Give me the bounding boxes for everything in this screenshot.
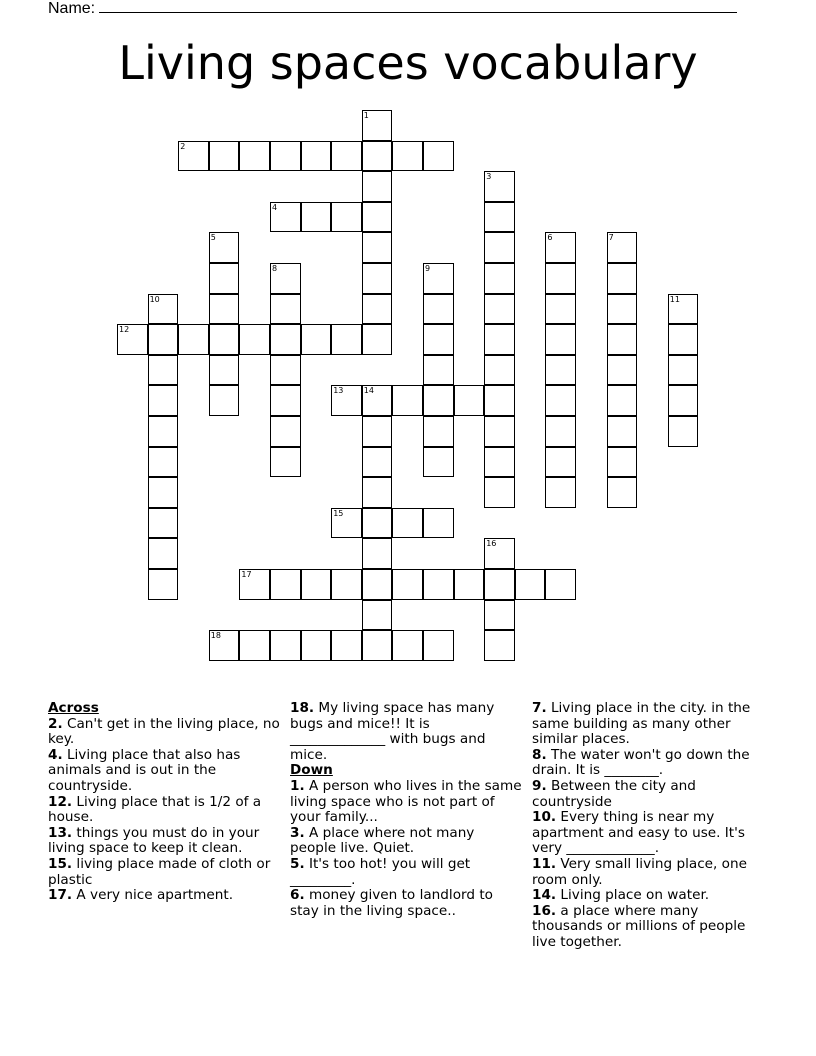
clue-down-9: [532, 779, 764, 810]
grid-cell[interactable]: [607, 294, 638, 325]
grid-cell[interactable]: [270, 447, 301, 478]
grid-cell[interactable]: [209, 263, 240, 294]
clue-text: It's too hot! you will get _________.: [290, 855, 471, 888]
cell-number: 18: [210, 631, 221, 641]
clue-text: Living place that is 1/2 of a house.: [48, 793, 262, 826]
grid-cell[interactable]: [239, 141, 270, 172]
clue-number: 15.: [48, 855, 73, 872]
grid-cell[interactable]: [270, 355, 301, 386]
clue-number: 7.: [532, 700, 547, 716]
grid-cell[interactable]: [270, 630, 301, 661]
clue-number: 11.: [532, 855, 557, 872]
grid-cell[interactable]: [239, 324, 270, 355]
clue-down-1: [290, 779, 522, 826]
grid-cell[interactable]: [209, 385, 240, 416]
clue-across-15: [48, 857, 280, 888]
clue-text: money given to landlord to stay in the living space..: [290, 887, 493, 919]
grid-cell[interactable]: [607, 447, 638, 478]
grid-cell[interactable]: [239, 569, 270, 600]
clue-text: The water won't go down the drain. It is ________.: [532, 746, 750, 779]
grid-cell[interactable]: [545, 569, 576, 600]
grid-cell[interactable]: [362, 110, 393, 141]
clue-number: 1.: [290, 777, 305, 794]
clue-text: Can't get in the living place, no key.: [48, 715, 280, 748]
clue-number: 12.: [48, 793, 73, 810]
clue-text: Living place in the city. in the same building as many other similar places.: [532, 700, 751, 748]
grid-cell[interactable]: [270, 294, 301, 325]
grid-cell[interactable]: [484, 263, 515, 294]
grid-cell[interactable]: [209, 355, 240, 386]
grid-cell[interactable]: [484, 569, 515, 600]
grid-cell[interactable]: [362, 630, 393, 661]
clue-down-10: [532, 810, 764, 857]
across-heading: Across: [48, 700, 99, 716]
grid-cell[interactable]: [668, 294, 699, 325]
cell-number: 13: [333, 386, 344, 396]
grid-cell[interactable]: [484, 600, 515, 631]
clue-text: A place where not many people live. Quiet.: [290, 824, 475, 857]
cell-number: 11: [669, 294, 680, 304]
grid-cell[interactable]: [668, 416, 699, 447]
grid-cell[interactable]: [484, 294, 515, 325]
grid-cell[interactable]: [668, 355, 699, 386]
grid-cell[interactable]: [423, 324, 454, 355]
grid-cell[interactable]: [331, 202, 362, 233]
grid-cell[interactable]: [209, 294, 240, 325]
cell-number: 2: [180, 141, 186, 151]
clue-text: Every thing is near my apartment and easy to use. It's very _____________.: [532, 809, 745, 857]
page-title: Living spaces vocabulary: [118, 36, 698, 90]
clue-number: 4.: [48, 746, 63, 763]
grid-cell[interactable]: [668, 324, 699, 355]
grid-cell[interactable]: [484, 355, 515, 386]
grid-cell[interactable]: [545, 416, 576, 447]
grid-cell[interactable]: [362, 477, 393, 508]
grid-cell[interactable]: [362, 141, 393, 172]
cell-number: 16: [486, 539, 497, 549]
cell-number: 8: [272, 264, 278, 273]
grid-cell[interactable]: [362, 538, 393, 569]
grid-cell[interactable]: [362, 416, 393, 447]
grid-cell[interactable]: [423, 508, 454, 539]
clue-across-12: [48, 795, 280, 826]
clue-down-5: [290, 857, 522, 888]
cell-number: 9: [425, 264, 431, 273]
grid-cell[interactable]: [668, 385, 699, 416]
grid-cell[interactable]: [148, 294, 179, 325]
grid-cell[interactable]: [270, 141, 301, 172]
grid-cell[interactable]: [454, 385, 485, 416]
grid-cell[interactable]: [545, 385, 576, 416]
clue-text: A very nice apartment.: [76, 887, 234, 904]
grid-cell[interactable]: [484, 630, 515, 661]
grid-cell[interactable]: [362, 294, 393, 325]
grid-cell[interactable]: [545, 477, 576, 508]
grid-cell[interactable]: [301, 141, 332, 172]
grid-cell[interactable]: [331, 385, 362, 416]
cell-number: 10: [149, 294, 160, 304]
clue-down-16: [532, 904, 764, 951]
grid-cell[interactable]: [117, 324, 148, 355]
grid-cell[interactable]: [178, 324, 209, 355]
cell-number: 7: [608, 233, 614, 243]
grid-cell[interactable]: [454, 569, 485, 600]
grid-cell[interactable]: [270, 324, 301, 355]
clue-down-3: [290, 826, 522, 857]
grid-cell[interactable]: [148, 447, 179, 478]
grid-cell[interactable]: [392, 385, 423, 416]
grid-cell[interactable]: [331, 508, 362, 539]
grid-cell[interactable]: [362, 385, 393, 416]
clue-column-1: [48, 701, 280, 904]
grid-cell[interactable]: [148, 324, 179, 355]
grid-cell[interactable]: [484, 447, 515, 478]
grid-cell[interactable]: [545, 324, 576, 355]
clue-across-13: [48, 826, 280, 857]
down-heading: Down: [290, 762, 333, 779]
grid-cell[interactable]: [148, 538, 179, 569]
grid-cell[interactable]: [148, 355, 179, 386]
grid-cell[interactable]: [545, 263, 576, 294]
grid-cell[interactable]: [392, 508, 423, 539]
grid-cell[interactable]: [148, 508, 179, 539]
grid-cell[interactable]: [484, 171, 515, 202]
grid-cell[interactable]: [545, 232, 576, 263]
clue-text: things you must do in your living space to keep it clean.: [48, 824, 260, 857]
grid-cell[interactable]: [148, 385, 179, 416]
grid-cell[interactable]: [607, 263, 638, 294]
grid-cell[interactable]: [148, 569, 179, 600]
grid-cell[interactable]: [209, 232, 240, 263]
clue-down-8: [532, 748, 764, 779]
clue-across-17: [48, 888, 280, 904]
grid-cell[interactable]: [484, 538, 515, 569]
clue-across-4: [48, 748, 280, 795]
grid-cell[interactable]: [270, 569, 301, 600]
grid-cell[interactable]: [362, 232, 393, 263]
grid-cell[interactable]: [484, 477, 515, 508]
clue-down-14: [532, 888, 764, 904]
clue-text: Living place on water.: [560, 887, 710, 904]
grid-cell[interactable]: [362, 569, 393, 600]
grid-cell[interactable]: [331, 324, 362, 355]
grid-cell[interactable]: [423, 569, 454, 600]
clue-number: 3.: [290, 824, 305, 841]
clue-number: 2.: [48, 715, 63, 732]
grid-cell[interactable]: [484, 232, 515, 263]
clue-number: 14.: [532, 887, 557, 904]
grid-cell[interactable]: [301, 630, 332, 661]
grid-cell[interactable]: [545, 447, 576, 478]
clue-down-11: [532, 857, 764, 888]
grid-cell[interactable]: [209, 141, 240, 172]
cell-number: 12: [119, 325, 130, 335]
grid-cell[interactable]: [484, 324, 515, 355]
grid-cell[interactable]: [270, 202, 301, 233]
grid-cell[interactable]: [331, 141, 362, 172]
clue-column-3: [532, 701, 764, 951]
cell-number: 15: [333, 508, 344, 518]
grid-cell[interactable]: [607, 232, 638, 263]
grid-cell[interactable]: [301, 202, 332, 233]
grid-cell[interactable]: [423, 355, 454, 386]
grid-cell[interactable]: [607, 385, 638, 416]
grid-cell[interactable]: [178, 141, 209, 172]
grid-cell[interactable]: [423, 447, 454, 478]
clue-text: Living place that also has animals and is out in the countryside.: [48, 746, 241, 794]
grid-cell[interactable]: [423, 416, 454, 447]
grid-cell[interactable]: [392, 141, 423, 172]
clue-number: 8.: [532, 746, 547, 763]
clue-text: a place where many thousands or millions of people live together.: [532, 902, 746, 950]
grid-cell[interactable]: [392, 630, 423, 661]
grid-cell[interactable]: [362, 171, 393, 202]
clue-down-6: [290, 888, 522, 919]
grid-cell[interactable]: [484, 416, 515, 447]
grid-cell[interactable]: [331, 569, 362, 600]
clue-text: A person who lives in the same living space who is not part of your family...: [290, 777, 522, 826]
grid-cell[interactable]: [423, 385, 454, 416]
clue-number: 18.: [290, 700, 315, 716]
clue-number: 5.: [290, 855, 305, 872]
clue-text: My living space has many bugs and mice!! It is ______________ with bugs and mice.: [290, 700, 495, 763]
clue-number: 16.: [532, 902, 557, 919]
grid-cell[interactable]: [423, 141, 454, 172]
clue-column-2: [290, 701, 522, 919]
grid-cell[interactable]: [423, 630, 454, 661]
grid-cell[interactable]: [209, 630, 240, 661]
grid-cell[interactable]: [362, 324, 393, 355]
cell-number: 3: [486, 172, 492, 182]
grid-cell[interactable]: [239, 630, 270, 661]
grid-cell[interactable]: [607, 324, 638, 355]
grid-cell[interactable]: [362, 263, 393, 294]
clue-number: 6.: [290, 887, 305, 904]
clue-text: living place made of cloth or plastic: [48, 855, 271, 888]
grid-cell[interactable]: [362, 447, 393, 478]
grid-cell[interactable]: [331, 630, 362, 661]
grid-cell[interactable]: [301, 569, 332, 600]
grid-cell[interactable]: [362, 600, 393, 631]
clue-number: 17.: [48, 887, 73, 904]
clue-across-2: [48, 717, 280, 748]
clue-number: 9.: [532, 777, 547, 794]
grid-cell[interactable]: [423, 294, 454, 325]
name-label: Name:: [48, 0, 96, 17]
clue-number: 10.: [532, 809, 557, 826]
grid-cell[interactable]: [607, 477, 638, 508]
clue-down-7: [532, 701, 764, 748]
cell-number: 6: [547, 233, 553, 243]
grid-cell[interactable]: [515, 569, 546, 600]
clue-across-18: [290, 701, 522, 763]
grid-cell[interactable]: [423, 263, 454, 294]
grid-cell[interactable]: [545, 294, 576, 325]
grid-cell[interactable]: [148, 477, 179, 508]
grid-cell[interactable]: [362, 202, 393, 233]
grid-cell[interactable]: [607, 416, 638, 447]
grid-cell[interactable]: [392, 569, 423, 600]
cell-number: 1: [363, 111, 369, 120]
clue-number: 13.: [48, 824, 73, 841]
grid-cell[interactable]: [484, 385, 515, 416]
grid-cell[interactable]: [270, 263, 301, 294]
grid-cell[interactable]: [545, 355, 576, 386]
grid-cell[interactable]: [270, 416, 301, 447]
cell-number: 14: [363, 386, 374, 396]
grid-cell[interactable]: [362, 508, 393, 539]
grid-cell[interactable]: [270, 385, 301, 416]
grid-cell[interactable]: [484, 202, 515, 233]
cell-number: 4: [272, 202, 278, 212]
cell-number: 5: [210, 233, 216, 243]
clue-text: Between the city and countryside: [532, 777, 696, 810]
grid-cell[interactable]: [209, 324, 240, 355]
grid-cell[interactable]: [301, 324, 332, 355]
grid-cell[interactable]: [607, 355, 638, 386]
cell-number: 17: [241, 570, 252, 579]
grid-cell[interactable]: [148, 416, 179, 447]
clue-text: Very small living place, one room only.: [532, 855, 747, 888]
